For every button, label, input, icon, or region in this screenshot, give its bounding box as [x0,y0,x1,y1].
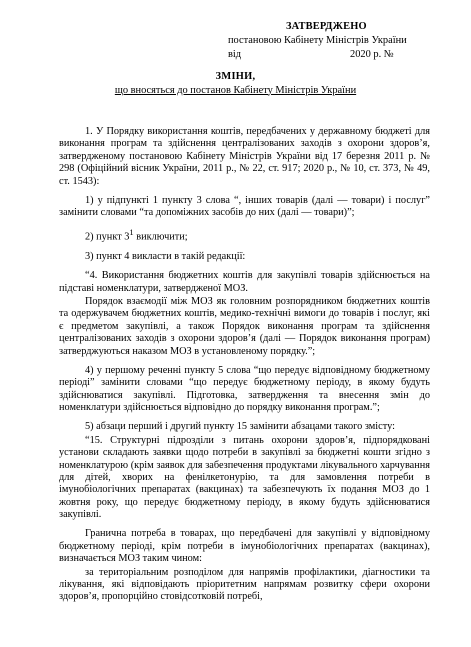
paragraph-2: 1) у підпункті 1 пункту 3 слова “, інших товарів (далі — товари) і послуг” замінити словами “та допоміжних засобів до них (далі — товари)”; [59,194,430,219]
approval-stamp [224,20,464,62]
document-title [20,70,451,97]
approval-date-prefix: від [228,49,242,60]
paragraph-6: Порядок взаємодії між МОЗ як головним розпорядником бюджетних коштів та одержувачем бюджетних коштів, медико-технічні вимоги до товарів і послуг, які є предметом закупівлі, а також Порядок виконання програм та здійснення централізованих заходів з охорони здоров’я (далі — Порядок виконання програм) затверджуються наказом МОЗ в установленому порядку.”; [59,296,430,357]
paragraph-4: 3) пункт 4 викласти в такій редакції: [85,251,246,263]
title-subtitle: що вносяться до постанов Кабінету Міністрів України [114,84,357,96]
document-body [59,126,430,611]
approval-resolution-line: постановою Кабінету Міністрів України [228,35,407,46]
paragraph-10: Гранична потреба в товарах, що передбачені для закупівлі у відповідному бюджетному періоді, крім потреби в імунобіологічних препаратах (вакцинах), визначається МОЗ таким чином: [59,528,430,565]
paragraph-3-text-start: 2) пункт 3 [85,231,130,243]
paragraph-1: 1. У Порядку використання коштів, передбачених у державному бюджеті для виконання програм та здійснення централізованих заходів з охорони здоров’я, затвердженому постановою Кабінету Міністрів України від 17 березня 2011 р. № 298 (Офіційний вісник України, 2011 р., № 22, ст. 917; 2020 р., № 10, ст. 373, № 49, ст. 1543): [59,126,430,187]
approval-date-year: 2020 р. № [350,49,394,60]
title-main: ЗМІНИ, [215,71,256,82]
paragraph-9: “15. Структурні підрозділи з питань охорони здоров’я, підпорядковані установи складають заявки щодо потреби в закупівлі за бюджетні кошти згідно з номенклатурою (крім заявок для забезпечення продуктами лікувального харчування для дітей, хворих на фенілкетонурію, та для замовлення потреби в імунобіологічних препаратах (вакцинах) та забезпечують їх подання МОЗ до 1 жовтня року, що передує бюджетному періоду, в якому будуть здійснюватися закупівлі. [59,434,430,521]
paragraph-3-superscript: 1 [129,227,134,238]
approval-heading: ЗАТВЕРДЖЕНО [286,21,367,32]
paragraph-3 [59,226,430,244]
approval-date-line [224,48,464,62]
paragraph-5: “4. Використання бюджетних коштів для закупівлі товарів здійснюється на підставі номенклатури, затвердженої МОЗ. [59,270,430,294]
paragraph-11: за територіальним розподілом для напрямів профілактики, діагностики та лікування, які відповідають пріоритетним напрямам розвитку сфери охорони здоров’я, пропорційно стовідсотковій потребі, [59,566,430,603]
paragraph-3-text-end: виключити; [133,231,188,243]
paragraph-7: 4) у першому реченні пункту 5 слова “що передує відповідному бюджетному періоді” замінити словами “що передує бюджетному періоду, в якому будуть здійснюватися закупівлі. Підготовка, затвердження та внесення змін до номенклатури здійснюється відповідно до порядку виконання програм.”; [59,364,430,414]
paragraph-8: 5) абзаци перший і другий пункту 15 замінити абзацами такого змісту: [85,421,395,433]
